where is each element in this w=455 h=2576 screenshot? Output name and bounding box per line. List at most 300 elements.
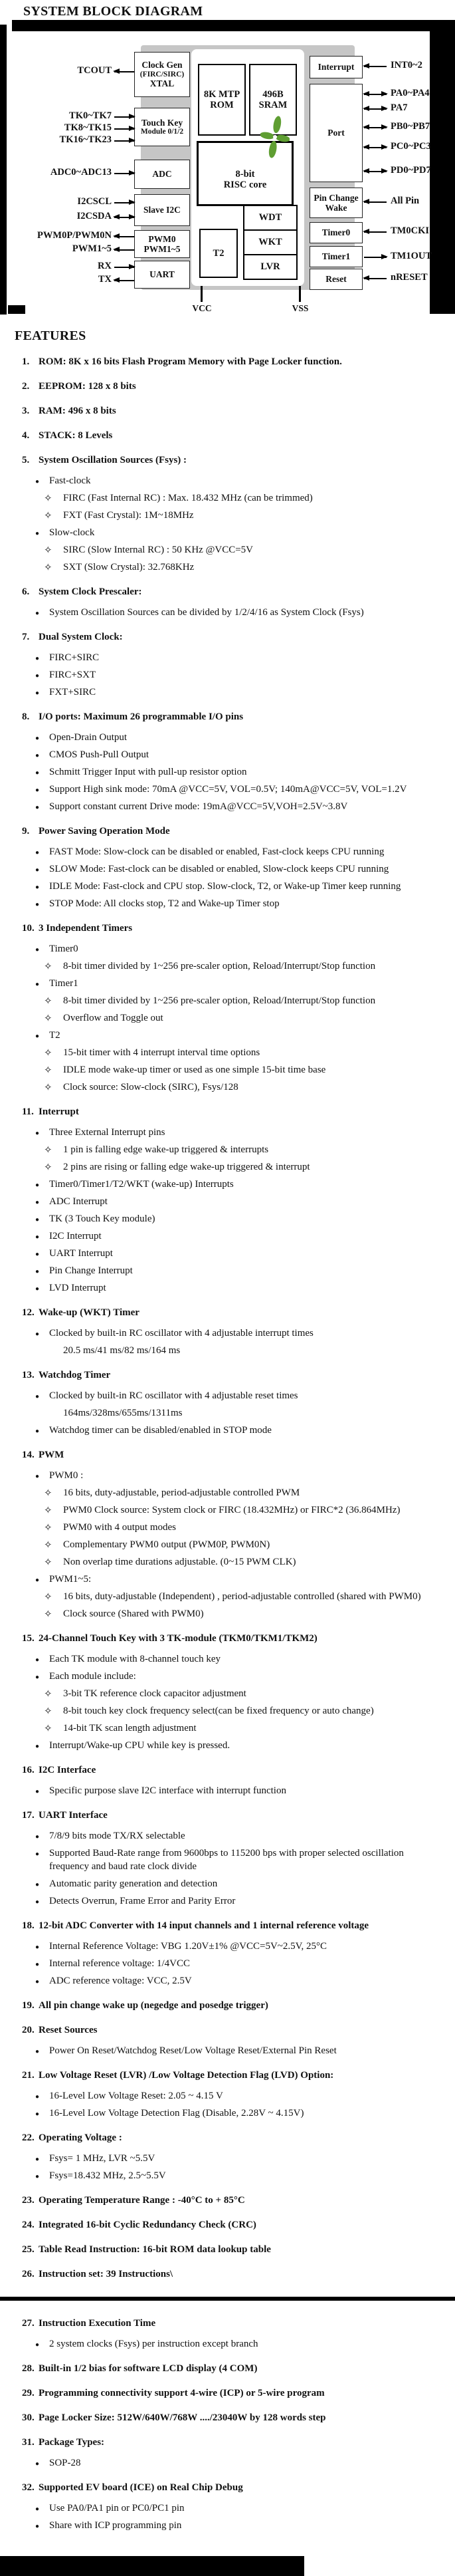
feature-diamond <box>0 1555 446 1569</box>
block-label: Slave I2C <box>143 205 181 215</box>
bullet-icon: ● <box>35 735 40 742</box>
feature-text: ADC reference voltage: VCC, 2.5V <box>49 1976 192 1986</box>
feature-number: 17. <box>22 1810 35 1821</box>
pin-label-tk0: TK0~TK7 <box>69 110 112 121</box>
feature-number: 26. <box>22 2269 35 2279</box>
feature-bullet <box>0 2152 446 2165</box>
feature-item <box>0 404 446 418</box>
feature-plain <box>0 1406 446 1420</box>
feature-text: FIRC+SIRC <box>49 652 100 663</box>
feature-number: 21. <box>22 2070 35 2081</box>
feature-text: PWM1~5: <box>49 1574 92 1585</box>
feature-title: Supported EV board (ICE) on Real Chip Debug <box>39 2482 243 2493</box>
feature-item <box>0 585 446 598</box>
bullet-icon: ● <box>35 2506 40 2513</box>
block-t2 <box>199 229 238 278</box>
feature-number: 1. <box>22 356 30 367</box>
feature-text: IDLE mode wake-up timer or used as one simple 15-bit time base <box>63 1065 326 1075</box>
block-label: Module 0/1/2 <box>140 128 184 136</box>
pin-label-rx: RX <box>98 261 112 271</box>
feature-bullet <box>0 1389 446 1402</box>
block-label: T2 <box>213 247 225 259</box>
block-touch-key <box>134 108 190 146</box>
feature-item <box>0 1632 446 1645</box>
feature-bullet <box>0 862 446 876</box>
block-label: UART <box>149 269 175 280</box>
feature-title: 24-Channel Touch Key with 3 TK-module (TKM0/TKM1/TKM2) <box>39 1633 318 1644</box>
feature-item <box>0 710 446 723</box>
feature-text: Internal Reference Voltage: VBG 1.20V±1% @VCC=5V~2.5V, 25°C <box>49 1941 327 1952</box>
arrow-right-icon <box>114 128 134 130</box>
bullet-icon: ● <box>35 2048 40 2055</box>
bullet-icon: ● <box>35 2523 40 2530</box>
diamond-icon: ✧ <box>44 544 52 556</box>
pin-label-tcout: TCOUT <box>77 65 112 76</box>
feature-bullet <box>0 1264 446 1277</box>
diamond-icon: ✧ <box>44 1144 52 1156</box>
block-adc <box>134 160 190 189</box>
feature-item <box>0 2317 446 2330</box>
block-pin-change-wake <box>310 188 363 218</box>
feature-bullet <box>0 1784 446 1797</box>
feature-diamond <box>0 509 446 522</box>
feature-text: Each module include: <box>49 1671 136 1682</box>
feature-text: 16-Level Low Voltage Detection Flag (Disable, 2.28V ~ 4.15V) <box>49 2108 304 2119</box>
feature-bullet <box>0 748 446 761</box>
feature-bullet <box>0 526 446 539</box>
bullet-icon: ● <box>35 2156 40 2163</box>
diamond-icon: ✧ <box>44 1608 52 1620</box>
feature-title: Dual System Clock: <box>39 632 123 642</box>
feature-bullet <box>0 800 446 813</box>
feature-number: 6. <box>22 586 30 597</box>
arrow-left-icon <box>364 201 387 203</box>
block-wkt: WKT <box>244 229 296 254</box>
feature-title: Table Read Instruction: 16-bit ROM data lookup table <box>39 2244 271 2255</box>
feature-bullet <box>0 606 446 619</box>
feature-text: ADC Interrupt <box>49 1196 108 1207</box>
feature-number: 31. <box>22 2437 35 2448</box>
block-port <box>310 84 363 182</box>
feature-diamond <box>0 1704 446 1718</box>
scan-border-bottom <box>0 2556 304 2576</box>
feature-item <box>0 1448 446 1462</box>
bullet-icon: ● <box>35 1674 40 1681</box>
feature-text: Internal reference voltage: 1/4VCC <box>49 1958 190 1969</box>
arrow-both-icon <box>364 127 387 128</box>
feature-bullet <box>0 1670 446 1683</box>
feature-text: CMOS Push-Pull Output <box>49 749 149 760</box>
feature-text: Timer0/Timer1/T2/WKT (wake-up) Interrupts <box>49 1179 234 1190</box>
feature-number: 12. <box>22 1307 35 1318</box>
block-slave-i2c <box>134 194 190 226</box>
feature-text: PWM0 with 4 output modes <box>63 1522 177 1533</box>
feature-bullet <box>0 942 446 956</box>
features-section <box>0 328 455 2532</box>
feature-diamond <box>0 1486 446 1499</box>
arrow-right-icon <box>114 116 134 118</box>
feature-text: IDLE Mode: Fast-clock and CPU stop. Slow-clock, T2, or Wake-up Timer keep running <box>49 881 401 892</box>
diamond-icon: ✧ <box>44 960 52 972</box>
page-break-divider <box>0 2297 455 2301</box>
bullet-icon: ● <box>35 981 40 988</box>
feature-text: Clock source: Slow-clock (SIRC), Fsys/128 <box>63 1082 238 1093</box>
feature-text: I2C Interrupt <box>49 1231 102 1241</box>
feature-bullet <box>0 1573 446 1586</box>
bullet-icon: ● <box>35 1851 40 1858</box>
block-label: Pin Change <box>314 192 359 203</box>
feature-diamond <box>0 1143 446 1156</box>
bullet-icon: ● <box>35 752 40 759</box>
arrow-right-icon <box>114 173 134 174</box>
block-label: PWM1~5 <box>143 244 181 254</box>
arrow-left-icon <box>114 280 134 281</box>
feature-title: Power Saving Operation Mode <box>39 826 170 837</box>
bullet-icon: ● <box>35 1577 40 1584</box>
feature-text: Power On Reset/Watchdog Reset/Low Voltage Reset/External Pin Reset <box>49 2045 337 2056</box>
diamond-icon: ✧ <box>44 995 52 1007</box>
feature-text: Timer0 <box>49 944 78 954</box>
feature-title: All pin change wake up (negedge and posedge trigger) <box>39 2000 268 2011</box>
feature-text: SLOW Mode: Fast-clock can be disabled or enabled, Slow-clock keeps CPU running <box>49 864 389 874</box>
diamond-icon: ✧ <box>44 1556 52 1568</box>
feature-item <box>0 1809 446 1822</box>
feature-title: RAM: 496 x 8 bits <box>39 406 116 416</box>
arrow-right-icon <box>114 202 134 203</box>
feature-text: 164ms/328ms/655ms/1311ms <box>63 1408 183 1418</box>
bullet-icon: ● <box>35 2341 40 2349</box>
feature-bullet <box>0 1847 446 1873</box>
bullet-icon: ● <box>35 1428 40 1435</box>
feature-bullet <box>0 474 446 487</box>
arrow-both-icon <box>364 147 387 148</box>
feature-text: FXT (Fast Crystal): 1M~18MHz <box>63 510 194 521</box>
bullet-icon: ● <box>35 2111 40 2118</box>
feature-bullet <box>0 1212 446 1225</box>
feature-number: 20. <box>22 2025 35 2035</box>
feature-bullet <box>0 1126 446 1139</box>
feature-number: 19. <box>22 2000 35 2011</box>
feature-text: Interrupt/Wake-up CPU while key is pressed. <box>49 1740 230 1751</box>
arrow-both-icon <box>364 171 387 172</box>
feature-text: 16 bits, duty-adjustable (Independent) , period-adjustable controlled (shared with PWM0) <box>63 1591 421 1602</box>
feature-number: 16. <box>22 1765 35 1775</box>
feature-title: PWM <box>39 1450 64 1460</box>
feature-text: SOP-28 <box>49 2458 81 2468</box>
diamond-icon: ✧ <box>44 1161 52 1173</box>
feature-number: 25. <box>22 2244 35 2255</box>
bullet-icon: ● <box>35 1961 40 1968</box>
feature-bullet <box>0 1229 446 1243</box>
block-rom <box>198 64 246 136</box>
block-label: 496B <box>262 88 284 100</box>
feature-bullet <box>0 731 446 744</box>
bullet-icon: ● <box>35 1199 40 1206</box>
feature-item <box>0 825 446 838</box>
feature-number: 24. <box>22 2220 35 2230</box>
feature-item <box>0 1306 446 1319</box>
feature-bullet <box>0 1894 446 1908</box>
feature-item <box>0 429 446 442</box>
feature-bullet <box>0 668 446 682</box>
bullet-icon: ● <box>35 690 40 697</box>
feature-number: 30. <box>22 2412 35 2423</box>
feature-diamond <box>0 1046 446 1059</box>
feature-text: 7/8/9 bits mode TX/RX selectable <box>49 1831 185 1841</box>
feature-number: 22. <box>22 2132 35 2143</box>
pin-label-tk16: TK16~TK23 <box>59 134 112 145</box>
feature-diamond <box>0 1063 446 1077</box>
feature-text: Clocked by built-in RC oscillator with 4 adjustable interrupt times <box>49 1328 314 1339</box>
feature-text: Specific purpose slave I2C interface with interrupt function <box>49 1785 286 1796</box>
feature-text: Support constant current Drive mode: 19mA@VCC=5V,VOH=2.5V~3.8V <box>49 801 348 812</box>
diamond-icon: ✧ <box>44 1688 52 1700</box>
feature-number: 27. <box>22 2318 35 2329</box>
bullet-icon: ● <box>35 1331 40 1338</box>
scan-border-top <box>12 20 433 31</box>
pin-label-i2cscl: I2CSCL <box>77 196 112 207</box>
bullet-icon: ● <box>35 1182 40 1189</box>
diamond-icon: ✧ <box>44 561 52 573</box>
feature-bullet <box>0 2107 446 2120</box>
feature-bullet <box>0 783 446 796</box>
feature-text: Three External Interrupt pins <box>49 1127 165 1138</box>
block-label: XTAL <box>149 78 175 89</box>
feature-bullet <box>0 1195 446 1208</box>
bullet-icon: ● <box>35 1881 40 1888</box>
feature-item <box>0 380 446 393</box>
feature-text: Use PA0/PA1 pin or PC0/PC1 pin <box>49 2503 185 2513</box>
system-block-diagram <box>0 0 455 318</box>
bullet-icon: ● <box>35 1033 40 1040</box>
feature-text: Clocked by built-in RC oscillator with 4 adjustable reset times <box>49 1390 298 1401</box>
pin-label-i2csda: I2CSDA <box>76 211 112 221</box>
block-lvr: LVR <box>244 254 296 279</box>
feature-number: 29. <box>22 2388 35 2398</box>
bullet-icon: ● <box>35 1233 40 1241</box>
pin-label-vcc: VCC <box>192 303 212 313</box>
block-label: Port <box>327 128 345 138</box>
feature-item <box>0 2386 446 2400</box>
block-wdt-wkt-lvr <box>243 205 298 280</box>
bullet-icon: ● <box>35 884 40 891</box>
feature-text: 16-Level Low Voltage Reset: 2.05 ~ 4.15 V <box>49 2091 223 2101</box>
feature-number: 4. <box>22 430 30 441</box>
feature-diamond <box>0 960 446 973</box>
pin-label-adc: ADC0~ADC13 <box>50 167 112 178</box>
feature-number: 32. <box>22 2482 35 2493</box>
feature-diamond <box>0 994 446 1007</box>
feature-bullet <box>0 2519 446 2532</box>
feature-text: 8-bit touch key clock frequency select(can be fixed frequency or auto change) <box>63 1706 374 1716</box>
diamond-icon: ✧ <box>44 1064 52 1076</box>
feature-diamond <box>0 1722 446 1735</box>
feature-title: Operating Voltage : <box>39 2132 122 2143</box>
block-label: Timer0 <box>321 227 351 238</box>
feature-text: Complementary PWM0 output (PWM0P, PWM0N) <box>63 1539 270 1550</box>
feature-bullet <box>0 2169 446 2182</box>
pin-label-allpin: All Pin <box>391 195 420 206</box>
block-label: ROM <box>210 100 234 110</box>
feature-number: 15. <box>22 1633 35 1644</box>
bullet-icon: ● <box>35 672 40 680</box>
feature-text: Detects Overrun, Frame Error and Parity Error <box>49 1896 236 1906</box>
feature-number: 3. <box>22 406 30 416</box>
pin-label-pc: PC0~PC3 <box>391 141 431 152</box>
feature-text: Pin Change Interrupt <box>49 1265 133 1276</box>
feature-bullet <box>0 977 446 990</box>
feature-bullet <box>0 2044 446 2057</box>
arrow-left-icon <box>114 236 134 237</box>
feature-bullet <box>0 1829 446 1843</box>
block-pwm <box>134 230 190 258</box>
feature-bullet <box>0 2089 446 2103</box>
feature-title: Integrated 16-bit Cyclic Redundancy Check (CRC) <box>39 2220 256 2230</box>
feature-title: Package Types: <box>39 2437 105 2448</box>
diamond-icon: ✧ <box>44 1504 52 1516</box>
bullet-icon: ● <box>35 1743 40 1750</box>
block-label: SRAM <box>258 100 288 110</box>
feature-diamond <box>0 1538 446 1551</box>
bullet-icon: ● <box>35 1473 40 1480</box>
feature-text: PWM0 Clock source: System clock or FIRC (18.432MHz) or FIRC*2 (36.864MHz) <box>63 1505 401 1515</box>
feature-text: 16 bits, duty-adjustable, period-adjustable controlled PWM <box>63 1487 300 1498</box>
pin-label-tm0cki: TM0CKI <box>391 225 429 236</box>
feature-item <box>0 2218 446 2232</box>
feature-title: STACK: 8 Levels <box>39 430 113 441</box>
block-label: Interrupt <box>318 62 355 72</box>
bullet-icon: ● <box>35 849 40 856</box>
feature-item <box>0 2411 446 2424</box>
block-label: Wake <box>325 203 347 213</box>
feature-bullet <box>0 1178 446 1191</box>
feature-text: Schmitt Trigger Input with pull-up resistor option <box>49 767 247 777</box>
feature-text: 2 system clocks (Fsys) per instruction except branch <box>49 2339 258 2349</box>
feature-item <box>0 1105 446 1118</box>
bullet-icon: ● <box>35 1898 40 1906</box>
feature-bullet <box>0 1974 446 1988</box>
feature-text: FIRC (Fast Internal RC) : Max. 18.432 MHz (can be trimmed) <box>63 493 313 503</box>
diamond-icon: ✧ <box>44 1539 52 1551</box>
feature-text: 8-bit timer divided by 1~256 pre-scaler option, Reload/Interrupt/Stop function <box>63 961 376 971</box>
bullet-icon: ● <box>35 1268 40 1275</box>
feature-diamond <box>0 1687 446 1700</box>
feature-title: System Clock Prescaler: <box>39 586 142 597</box>
feature-text: Share with ICP programming pin <box>49 2520 182 2531</box>
feature-bullet <box>0 2456 446 2470</box>
feature-number: 28. <box>22 2363 35 2374</box>
feature-title: 3 Independent Timers <box>39 923 133 934</box>
feature-text: Watchdog timer can be disabled/enabled in STOP mode <box>49 1425 272 1436</box>
feature-text: 3-bit TK reference clock capacitor adjustment <box>63 1688 246 1699</box>
pin-label-tx: TX <box>98 274 112 285</box>
feature-bullet <box>0 686 446 699</box>
feature-diamond <box>0 491 446 505</box>
feature-bullet <box>0 1739 446 1752</box>
bullet-icon: ● <box>35 946 40 954</box>
block-reset <box>310 269 363 290</box>
pin-label-nreset: nRESET <box>391 272 428 283</box>
feature-item <box>0 453 446 467</box>
feature-text: Overflow and Toggle out <box>63 1013 163 1023</box>
diamond-icon: ✧ <box>44 1705 52 1717</box>
feature-text: TK (3 Touch Key module) <box>49 1214 155 1224</box>
arrow-right-icon <box>364 257 387 258</box>
block-label: Clock Gen <box>141 60 183 70</box>
feature-text: Fast-clock <box>49 475 91 486</box>
block-label: (FIRC/SIRC) <box>139 70 185 78</box>
feature-diamond <box>0 1607 446 1620</box>
feature-text: Fsys= 1 MHz, LVR ~5.5V <box>49 2153 155 2164</box>
bullet-icon: ● <box>35 1285 40 1293</box>
feature-text: FAST Mode: Slow-clock can be disabled or enabled, Fast-clock keeps CPU running <box>49 846 385 857</box>
feature-bullet <box>0 1957 446 1970</box>
feature-text: 14-bit TK scan length adjustment <box>63 1723 197 1734</box>
block-label: RISC core <box>223 180 267 190</box>
feature-title: EEPROM: 128 x 8 bits <box>39 381 136 392</box>
feature-diamond <box>0 561 446 574</box>
feature-text: FIRC+SXT <box>49 670 96 680</box>
bullet-icon: ● <box>35 769 40 777</box>
feature-number: 13. <box>22 1370 35 1380</box>
feature-text: Supported Baud-Rate range from 9600bps to 115200 bps with proper selected oscillation frequency and baud rate clock divide <box>49 1848 404 1872</box>
diamond-icon: ✧ <box>44 1722 52 1734</box>
pin-label-pb: PB0~PB7 <box>391 121 430 132</box>
feature-diamond <box>0 1521 446 1534</box>
features-heading: FEATURES <box>15 328 86 343</box>
block-wdt: WDT <box>244 206 296 229</box>
pin-label-tk8: TK8~TK15 <box>64 122 112 133</box>
diagram-title: SYSTEM BLOCK DIAGRAM <box>23 4 203 19</box>
feature-text: Support High sink mode: 70mA @VCC=5V, VOL=0.5V; 140mA@VCC=5V, VOL=1.2V <box>49 784 407 795</box>
feature-bullet <box>0 2337 446 2351</box>
arrow-both-icon <box>364 108 387 110</box>
feature-title: Operating Temperature Range : -40°C to + 85°C <box>39 2195 245 2206</box>
feature-text: Non overlap time durations adjustable. (0~15 PWM CLK) <box>63 1557 296 1567</box>
feature-bullet <box>0 1327 446 1340</box>
feature-title: Interrupt <box>39 1106 79 1117</box>
feature-bullet <box>0 1940 446 1953</box>
feature-title: 12-bit ADC Converter with 14 input channels and 1 internal reference voltage <box>39 1920 369 1931</box>
feature-item <box>0 1763 446 1777</box>
feature-title: Low Voltage Reset (LVR) /Low Voltage Detection Flag (LVD) Option: <box>39 2070 334 2081</box>
feature-text: FXT+SIRC <box>49 687 96 698</box>
diamond-icon: ✧ <box>44 1521 52 1533</box>
feature-title: Instruction set: 39 Instructions\ <box>39 2269 173 2279</box>
bullet-icon: ● <box>35 1788 40 1795</box>
feature-bullet <box>0 1424 446 1437</box>
bullet-icon: ● <box>35 787 40 794</box>
feature-text: Timer1 <box>49 978 78 989</box>
bullet-icon: ● <box>35 478 40 485</box>
arrow-left-icon <box>364 278 387 279</box>
bullet-icon: ● <box>35 1216 40 1224</box>
feature-number: 2. <box>22 381 30 392</box>
bullet-icon: ● <box>35 866 40 874</box>
bullet-icon: ● <box>35 901 40 908</box>
feature-item <box>0 2362 446 2375</box>
feature-bullet <box>0 897 446 910</box>
arrow-right-icon <box>114 267 134 268</box>
feature-number: 18. <box>22 1920 35 1931</box>
features-list <box>0 355 446 2532</box>
feature-title: Wake-up (WKT) Timer <box>39 1307 139 1318</box>
feature-item <box>0 2243 446 2256</box>
feature-number: 9. <box>22 826 30 837</box>
pin-label-vss: VSS <box>292 303 309 313</box>
feature-bullet <box>0 1877 446 1890</box>
feature-title: Built-in 1/2 bias for software LCD display (4 COM) <box>39 2363 258 2374</box>
